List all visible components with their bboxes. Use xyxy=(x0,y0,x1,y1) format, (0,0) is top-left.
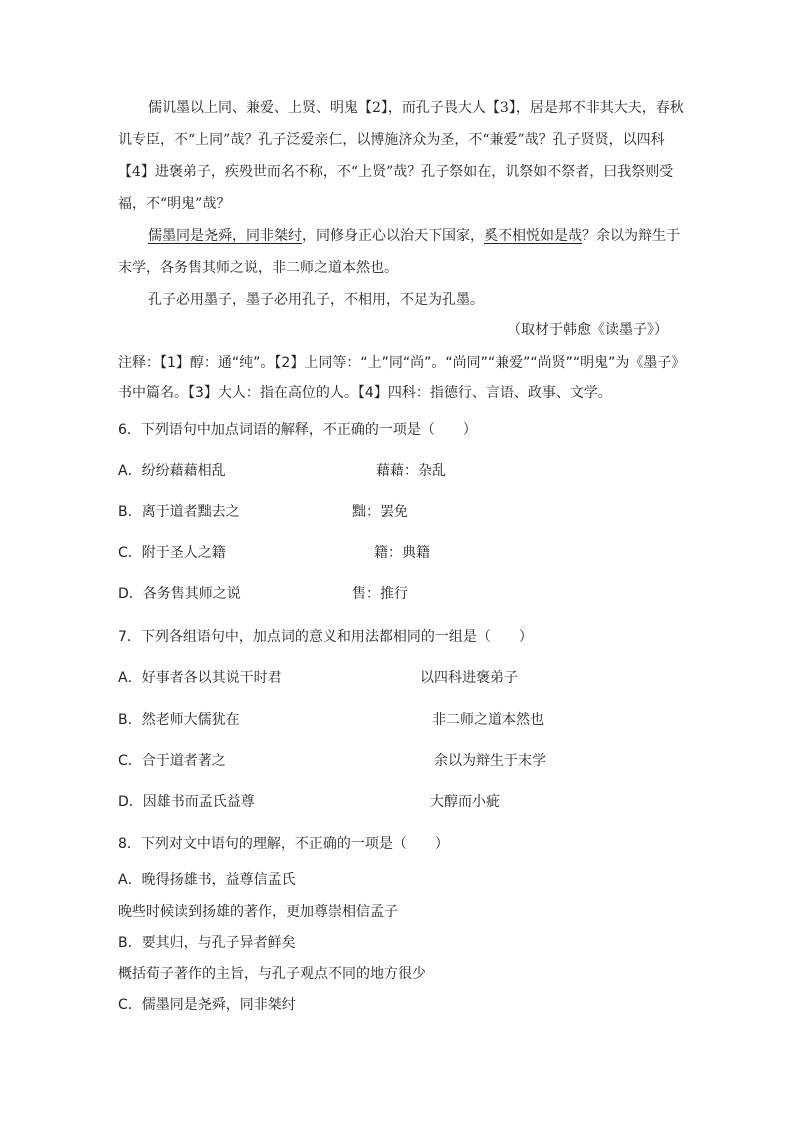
q8-option-b-explanation: 概括荀子著作的主旨，与孔子观点不同的地方很少 xyxy=(118,966,426,982)
q7-option-a: A．好事者各以其说干时君 xyxy=(118,670,282,686)
q7-option-c-pair: 余以为辩生于末学 xyxy=(434,753,546,769)
q6-option-c: C．附于圣人之籍 xyxy=(118,545,226,561)
passage-source: （取材于韩愈《读墨子》） xyxy=(507,322,668,338)
underlined-sentence-1: 儒墨同是尧舜，同非桀纣 xyxy=(148,228,302,244)
underlined-sentence-2: 奚不相悦如是哉 xyxy=(484,228,582,244)
q6-stem: 6．下列语句中加点词语的解释，不正确的一项是（ ） xyxy=(118,422,477,438)
passage-paragraph-2-end: ？余以为辩生于末学，各务售其师之说，非二师之道本然也。 xyxy=(118,228,680,276)
q7-option-c: C．合于道者著之 xyxy=(118,753,226,769)
q7-stem: 7．下列各组语句中，加点词的意义和用法都相同的一组是（ ） xyxy=(118,629,533,645)
q6-option-c-explanation: 籍：典籍 xyxy=(374,545,430,561)
passage-paragraph-2-mid: ，同修身正心以治天下国家， xyxy=(302,228,484,244)
passage xyxy=(118,92,684,316)
passage-paragraph-1: 儒讥墨以上同、兼爱、上贤、明鬼【2】，而孔子畏大人【3】，居是邦不非其大夫，春秋讥专臣，不“上同”哉？孔子泛爱亲仁，以博施济众为圣，不“兼爱”哉？孔子贤贤，以四科【4】进褒弟子，疾殁世而名不称，不“上贤”哉？孔子祭如在，讥祭如不祭者，曰我祭则受福，不“明鬼”哉？ xyxy=(118,100,684,212)
q7-option-a-pair: 以四科进褒弟子 xyxy=(420,670,518,686)
notes: 注释：【1】醇：通“纯”。【2】上同等：“上”同“尚”。“尚同”“兼爱”“尚贤”“明鬼”为《墨子》书中篇名。【3】大人：指在高位的人。【4】四科：指德行、言语、政事、文学。 xyxy=(118,355,679,401)
q7-option-b: B．然老师大儒犹在 xyxy=(118,712,240,728)
q6-option-d-explanation: 售：推行 xyxy=(352,586,408,602)
q8-option-b: B．要其归，与孔子异者鲜矣 xyxy=(118,935,296,951)
q6-option-b-explanation: 黜：罢免 xyxy=(352,504,408,520)
passage-paragraph-2 xyxy=(118,220,684,284)
q8-stem: 8．下列对文中语句的理解，不正确的一项是（ ） xyxy=(118,836,449,852)
passage-paragraph-3: 孔子必用墨子，墨子必用孔子，不相用，不足为孔墨。 xyxy=(148,292,484,308)
q8-option-c: C．儒墨同是尧舜，同非桀纣 xyxy=(118,997,296,1013)
q6-option-d: D．各务售其师之说 xyxy=(118,586,241,602)
q7-option-d: D．因雄书而孟氏益尊 xyxy=(118,794,255,810)
q8-option-a-explanation: 晚些时候读到扬雄的著作，更加尊崇相信孟子 xyxy=(118,904,398,920)
q7-option-b-pair: 非二师之道本然也 xyxy=(432,712,544,728)
q8-option-a: A．晚得扬雄书，益尊信孟氏 xyxy=(118,872,296,888)
q7-option-d-pair: 大醇而小疵 xyxy=(430,794,500,810)
q6-option-a-explanation: 藉藉：杂乱 xyxy=(376,463,446,479)
q6-option-b: B．离于道者黜去之 xyxy=(118,504,240,520)
q6-option-a: A．纷纷藉藉相乱 xyxy=(118,463,226,479)
